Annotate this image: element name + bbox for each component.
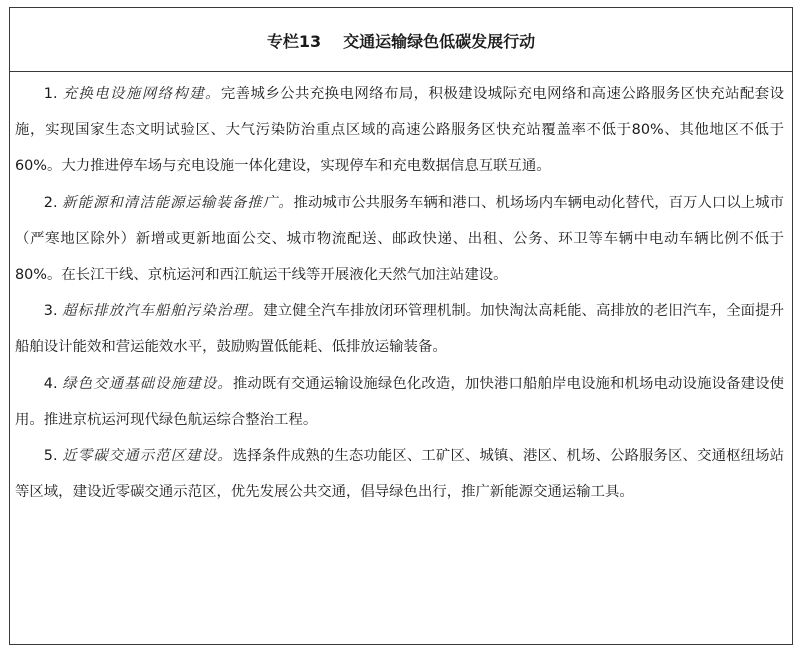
column-title: 交通运输绿色低碳发展行动 — [343, 32, 536, 51]
item-paragraph — [15, 76, 784, 185]
item-paragraph — [15, 438, 784, 510]
item-paragraph — [15, 293, 784, 365]
item-index: 3. — [43, 303, 58, 320]
column-content — [10, 72, 792, 510]
item-paragraph — [15, 366, 784, 438]
item-index: 1. — [43, 86, 58, 102]
item-title: 绿色交通基础设施建设。 — [62, 375, 233, 392]
item-body: 建立健全汽车排放闭环管理机制。加快淘汰高耗能、高排放的老旧汽车，全面提升船舶设计能效和营运能效水平，鼓励购置低能耗、低排放运输装备。 — [15, 303, 784, 356]
item-body: 完善城乡公共充换电网络布局，积极建设城际充电网络和高速公路服务区快充站配套设施，实现国家生态文明试验区、大气污染防治重点区域的高速公路服务区快充站覆盖率不低于80%、其他地区不低于60%。大力推进停车场与充电设施一体化建设，实现停车和充电数据信息互联互通。 — [15, 86, 784, 175]
item-body: 选择条件成熟的生态功能区、工矿区、城镇、港区、机场、公路服务区、交通枢纽场站等区域，建设近零碳交通示范区，优先发展公共交通，倡导绿色出行，推广新能源交通运输工具。 — [15, 448, 784, 501]
item-title: 新能源和清洁能源运输装备推广。 — [62, 194, 294, 211]
item-title: 近零碳交通示范区建设。 — [62, 448, 233, 465]
column-box — [9, 7, 793, 645]
column-number: 专栏13 — [266, 32, 322, 51]
column-header — [10, 8, 792, 72]
item-title: 超标排放汽车船舶污染治理。 — [62, 303, 264, 320]
item-index: 4. — [43, 375, 58, 392]
item-index: 5. — [43, 448, 58, 465]
item-paragraph — [15, 185, 784, 294]
item-index: 2. — [43, 194, 58, 211]
item-body: 推动城市公共服务车辆和港口、机场场内车辆电动化替代，百万人口以上城市（严寒地区除外）新增或更新地面公交、城市物流配送、邮政快递、出租、公务、环卫等车辆中电动车辆比例不低于80%。在长江干线、京杭运河和西江航运干线等开展液化天然气加注站建设。 — [15, 194, 784, 284]
item-body: 推动既有交通运输设施绿色化改造，加快港口船舶岸电设施和机场电动设施设备建设使用。推进京杭运河现代绿色航运综合整治工程。 — [15, 375, 784, 428]
item-title: 充换电设施网络构建。 — [62, 86, 221, 102]
